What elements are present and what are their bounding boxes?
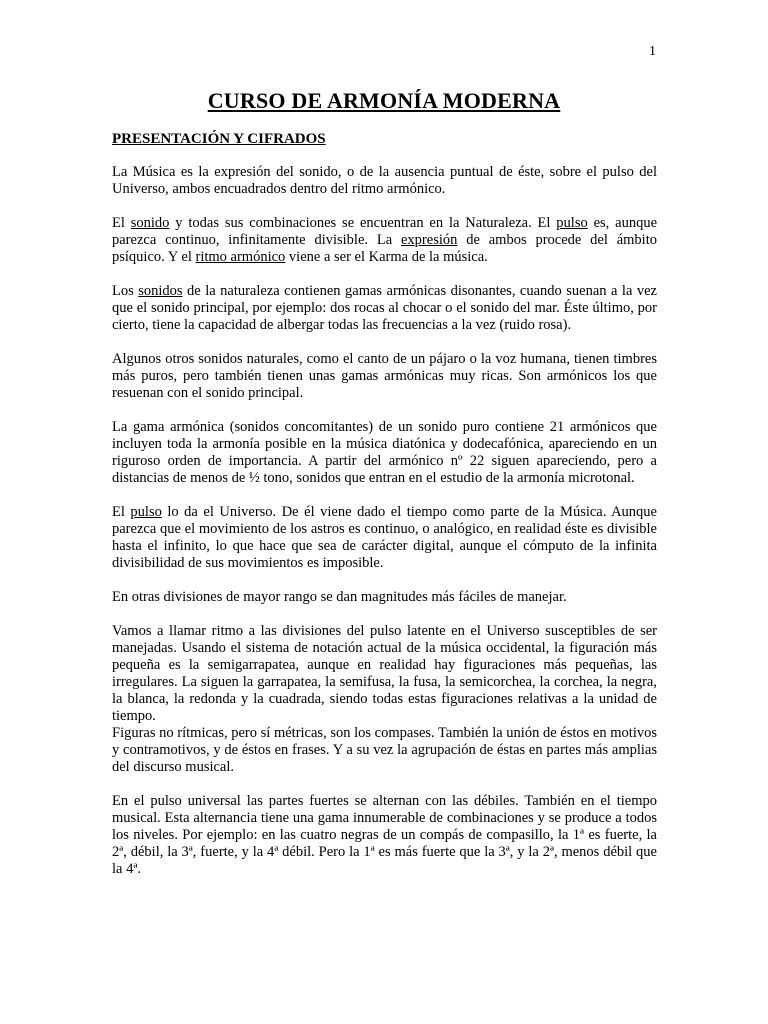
text-run: lo da el Universo. De él viene dado el tiempo como parte de la Música. Aunque parezca que el movimiento de los astros es continuo, o analógico, en realidad éste es divisible hasta el infinito, lo que hace que sea de carácter digital, aunque el cómputo de la infinita divisibilidad de sus movimientos es imposible. [112, 504, 657, 571]
underlined-term-sonidos: sonidos [138, 283, 183, 299]
text-run: es, aunque parezca continuo, infinitamente divisible. La [112, 215, 657, 248]
text-run: El [112, 504, 131, 520]
text-run: de ambos procede del ámbito psíquico. Y el [112, 232, 657, 265]
paragraph-6 [112, 504, 657, 572]
paragraph-1: La Música es la expresión del sonido, o de la ausencia puntual de éste, sobre el pulso del Universo, ambos encuadrados dentro del ritmo armónico. [112, 164, 657, 197]
paragraph-2 [112, 215, 657, 266]
underlined-term-sonido: sonido [130, 215, 170, 231]
text-run: de la naturaleza contienen gamas armónicas disonantes, cuando suenan a la vez que el sonido principal, por ejemplo: dos rocas al chocar o el sonido del mar. Éste último, por cierto, tiene la capacidad de albergar todas las frecuencias a la vez (ruido rosa). [112, 283, 657, 333]
paragraph-8: Vamos a llamar ritmo a las divisiones del pulso latente en el Universo susceptibles de ser manejadas. Usando el sistema de notación actual de la música occidental, la figuración más pequeña es la semigarrapatea, aunque en realidad hay figuraciones más pequeñas, las irregulares. La siguen la garrapatea, la semifusa, la fusa, la semicorchea, la corchea, la negra, la blanca, la redonda y la cuadrada, siendo todas estas figuraciones relativas a la unidad de tiempo. [112, 623, 657, 724]
paragraph-5: La gama armónica (sonidos concomitantes) de un sonido puro contiene 21 armónicos que incluyen toda la armonía posible en la música diatónica y dodecafónica, apareciendo en un riguroso orden de importancia. A partir del armónico nº 22 siguen apareciendo, pero a distancias de menos de ½ tono, sonidos que entran en el estudio de la armonía microtonal. [112, 419, 657, 486]
text-run: Los [112, 283, 139, 299]
paragraph-3 [112, 283, 657, 334]
paragraph-4: Algunos otros sonidos naturales, como el canto de un pájaro o la voz humana, tienen timbres más puros, pero también tienen unas gamas armónicas muy ricas. Son armónicos los que resuenan con el sonido principal. [112, 351, 657, 401]
paragraph-9: Figuras no rítmicas, pero sí métricas, son los compases. También la unión de éstos en motivos y contramotivos, y de éstos en frases. Y a su vez la agrupación de éstas en partes más amplias del discurso musical. [112, 725, 657, 775]
underlined-term-expresion: expresión [401, 232, 458, 248]
text-run: y todas sus combinaciones se encuentran en la Naturaleza. El [169, 215, 557, 231]
section-heading: PRESENTACIÓN Y CIFRADOS [112, 131, 326, 147]
page-number: 1 [649, 44, 656, 59]
underlined-term-ritmo-armonico: ritmo armónico [195, 249, 286, 265]
text-run: viene a ser el Karma de la música. [285, 249, 488, 265]
underlined-term-pulso: pulso [130, 504, 162, 520]
body-text [112, 164, 657, 895]
underlined-term-pulso: pulso [556, 215, 588, 231]
paragraph-7: En otras divisiones de mayor rango se dan magnitudes más fáciles de manejar. [112, 589, 567, 605]
text-run: El [112, 215, 131, 231]
document-title: CURSO DE ARMONÍA MODERNA [207, 88, 561, 113]
paragraph-10: En el pulso universal las partes fuertes se alternan con las débiles. También en el tiempo musical. Esta alternancia tiene una gama innumerable de combinaciones y se produce a todos los niveles. Por ejemplo: en las cuatro negras de un compás de compasillo, la 1ª es fuerte, la 2ª, débil, la 3ª, fuerte, y la 4ª débil. Pero la 1ª es más fuerte que la 3ª, y la 2ª, menos débil que la 4ª. [112, 793, 657, 877]
